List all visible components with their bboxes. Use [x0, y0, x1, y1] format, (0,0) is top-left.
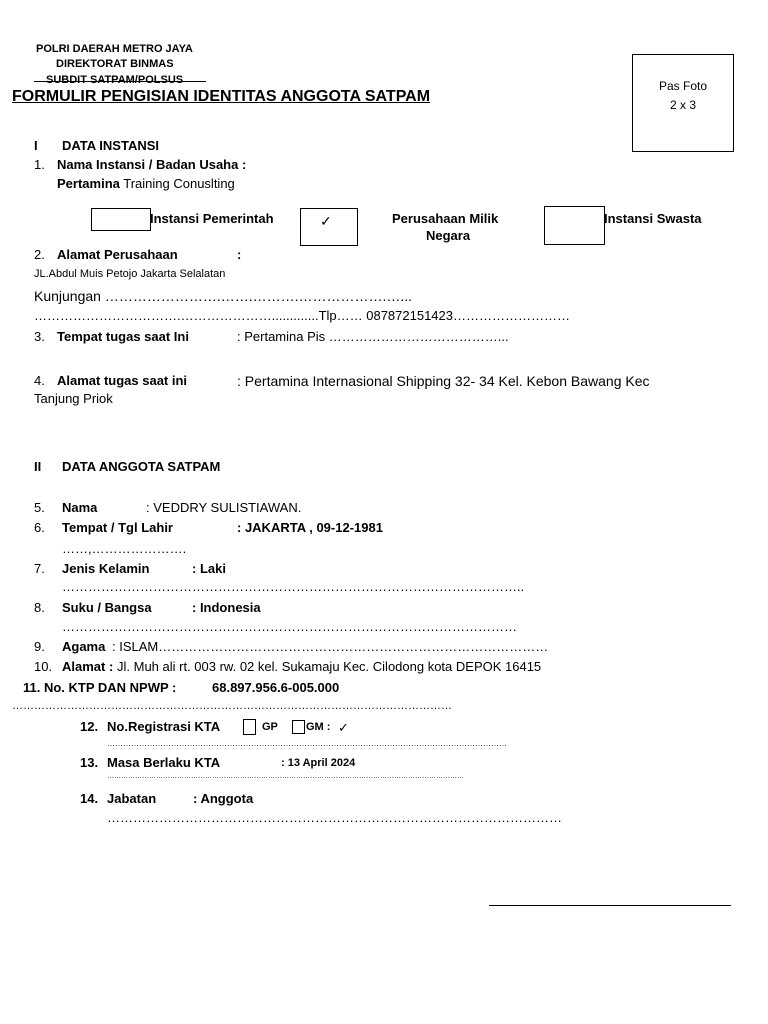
field-10-value: Jl. Muh ali rt. 003 rw. 02 kel. Sukamaju Kec. Cilodong kota DEPOK 16415	[117, 659, 542, 674]
field-12-number: 12.	[80, 719, 99, 734]
field-14-value: : Anggota	[193, 791, 254, 806]
field-7-value: : Laki	[192, 561, 226, 576]
field-8-value: : Indonesia	[192, 600, 261, 615]
field-5-number: 5.	[34, 500, 45, 515]
kta-gm-label: GM :	[306, 721, 331, 733]
section-1-roman: I	[34, 138, 38, 153]
option-bumn-checkmark-icon: ✓	[320, 213, 332, 229]
option-private-checkbox[interactable]	[544, 206, 605, 245]
photo-size: 2 x 3	[669, 98, 696, 112]
field-2-label: Alamat Perusahaan	[57, 247, 178, 262]
field-5-value: : VEDDRY SULISTIAWAN.	[146, 500, 302, 515]
photo-box	[632, 54, 734, 152]
field-14-dots: ……………………………………………………………………………………………	[107, 810, 562, 825]
kta-gp-label: GP	[262, 721, 278, 733]
field-2-value: JL.Abdul Muis Petojo Jakarta Selalatan	[34, 268, 226, 280]
header-line-1: POLRI DAERAH METRO JAYA	[36, 43, 193, 55]
field-1-number: 1.	[34, 157, 45, 172]
field-14-number: 14.	[80, 791, 99, 806]
kta-gp-checkbox[interactable]	[243, 719, 256, 735]
kta-gm-checkmark-icon: ✓	[338, 720, 349, 735]
field-3-label: Tempat tugas saat Ini	[57, 329, 189, 344]
field-5-label: Nama	[62, 500, 98, 515]
form-title: FORMULIR PENGISIAN IDENTITAS ANGGOTA SATPAM	[12, 88, 431, 105]
section-2-title: DATA ANGGOTA SATPAM	[62, 459, 221, 474]
field-6-dots: ……,………………….	[62, 541, 187, 556]
field-3-number: 3.	[34, 329, 45, 344]
field-13-value: : 13 April 2024	[281, 757, 356, 769]
field-7-number: 7.	[34, 561, 45, 576]
phone-line: …………………………….………………….............Tlp…… 087872151423………………………	[34, 308, 570, 323]
field-6-label: Tempat / Tgl Lahir	[62, 520, 173, 535]
kta-gm-checkbox[interactable]	[292, 720, 305, 734]
option-govt-checkbox[interactable]	[91, 208, 151, 231]
field-13-dots: ………………………………………………………………………………………………………………………………………	[107, 773, 464, 780]
field-6-value: : JAKARTA , 09-12-1981	[237, 520, 383, 535]
field-1-value-bold: Pertamina	[57, 176, 120, 191]
field-2-number: 2.	[34, 247, 45, 262]
field-2-colon: :	[237, 247, 242, 262]
option-bumn-checkbox[interactable]	[300, 208, 358, 246]
signature-line	[489, 905, 731, 906]
field-11-dots: …………………………………………………………………………………………………………	[12, 700, 452, 712]
option-private-label: Instansi Swasta	[604, 211, 702, 226]
field-13-label: Masa Berlaku KTA	[107, 755, 221, 770]
field-9-value: : ISLAM………………………………………………………………………………	[112, 639, 549, 654]
kunjungan-line: Kunjungan …………………….…….……….……………….…...	[34, 288, 413, 304]
field-4-value-continued: Tanjung Priok	[34, 391, 113, 406]
field-8-label: Suku / Bangsa	[62, 600, 152, 615]
field-9-number: 9.	[34, 639, 45, 654]
section-2-roman: II	[34, 459, 42, 474]
field-8-number: 8.	[34, 600, 45, 615]
option-bumn-label-1: Perusahaan Milik	[392, 211, 499, 226]
field-11-value: 68.897.956.6-005.000	[212, 680, 340, 695]
option-bumn-label-2: Negara	[426, 228, 471, 243]
field-12-dots: ……………………………………………………………………………………………………………………………………	[107, 739, 507, 748]
field-4-number: 4.	[34, 373, 45, 388]
field-6-number: 6.	[34, 520, 45, 535]
field-1-value-rest: Training Conuslting	[119, 176, 235, 191]
photo-label: Pas Foto	[658, 79, 708, 93]
field-7-dots: ……………………………………………………………………………………………..	[62, 579, 525, 594]
field-9-label: Agama	[62, 639, 106, 654]
field-13-number: 13.	[80, 755, 99, 770]
field-11-label: 11. No. KTP DAN NPWP :	[23, 680, 177, 695]
field-8-dots: ……………………………………………………………………………………………	[62, 619, 517, 634]
field-7-label: Jenis Kelamin	[62, 561, 150, 576]
field-10-number: 10.	[34, 659, 53, 674]
header-line-2: DIREKTORAT BINMAS	[56, 58, 174, 70]
field-4-value: : Pertamina Internasional Shipping 32- 34 Kel. Kebon Bawang Kec	[237, 373, 650, 389]
field-1-label: Nama Instansi / Badan Usaha :	[57, 157, 247, 172]
header-line-3: SUBDIT SATPAM/POLSUS	[46, 74, 184, 86]
field-12-label: No.Registrasi KTA	[107, 719, 221, 734]
field-14-label: Jabatan	[107, 791, 157, 806]
option-govt-label: Instansi Pemerintah	[150, 211, 274, 226]
field-4-label: Alamat tugas saat ini	[57, 373, 188, 388]
section-1-title: DATA INSTANSI	[62, 138, 160, 153]
header-strike-line	[34, 81, 206, 82]
field-1-value	[57, 176, 235, 191]
field-3-value: : Pertamina Pis …………………………………...	[237, 329, 509, 344]
field-10-label: Alamat :	[62, 659, 114, 674]
